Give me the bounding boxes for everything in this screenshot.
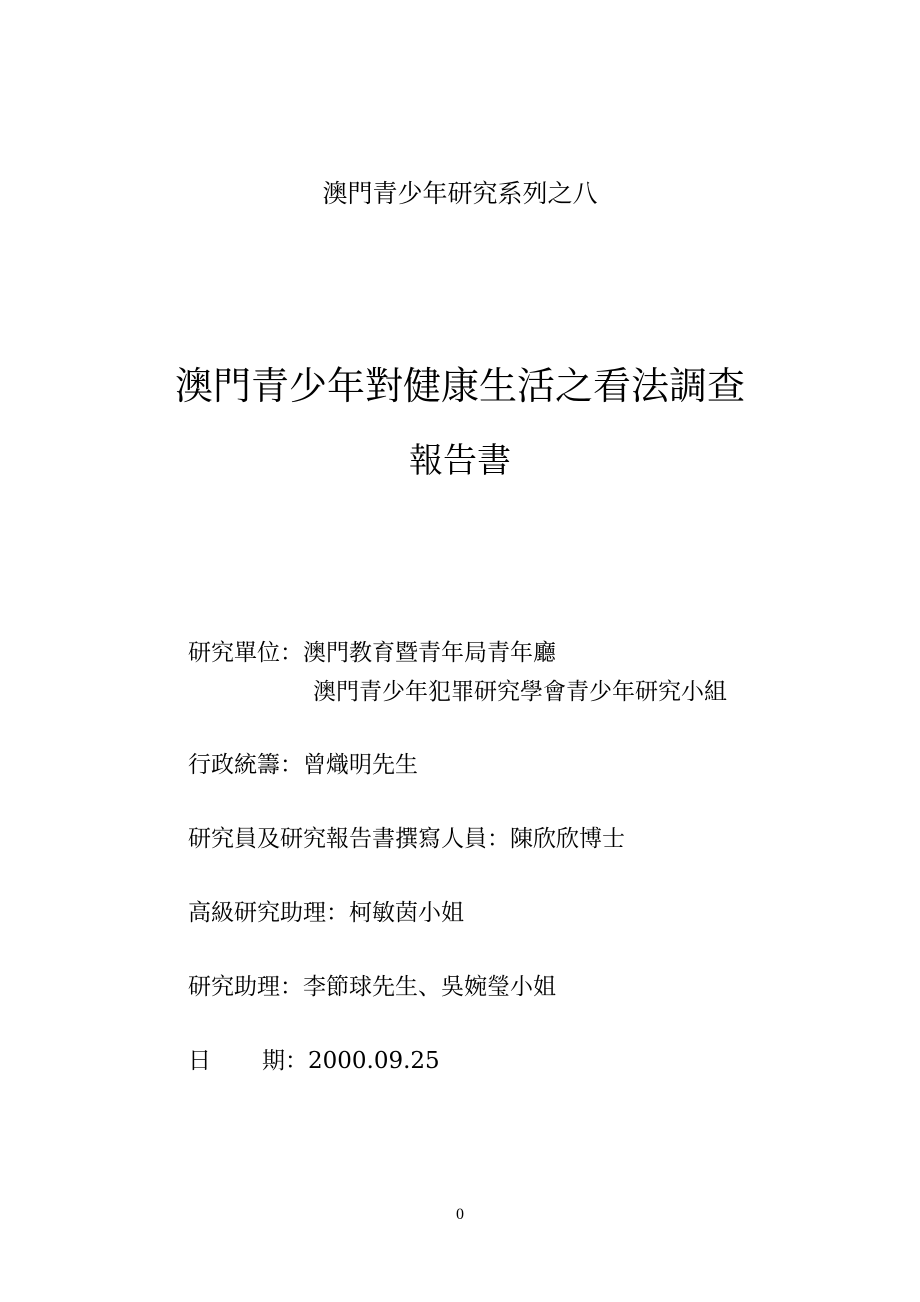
date-label-day: 日 [188, 1048, 211, 1074]
assistants-line [188, 971, 556, 1003]
senior-assistant-label: 高級研究助理： [188, 900, 349, 926]
page-number: 0 [456, 1206, 464, 1223]
senior-assistant-line [188, 897, 464, 929]
date-line [188, 1045, 440, 1077]
series-heading: 澳門青少年研究系列之八 [322, 179, 598, 208]
senior-assistant-value: 柯敏茵小姐 [349, 900, 464, 926]
admin-value: 曾熾明先生 [303, 752, 418, 778]
research-unit-value-1: 澳門教育暨青年局青年廳 [303, 640, 556, 666]
assistants-label: 研究助理： [188, 974, 303, 1000]
research-unit-value-2: 澳門青少年犯罪研究學會青少年研究小組 [313, 679, 727, 705]
admin-line [188, 749, 418, 781]
researcher-line [188, 823, 625, 855]
date-value: 2000.09.25 [308, 1048, 440, 1074]
assistants-value: 李節球先生、吳婉瑩小姐 [303, 974, 556, 1000]
researcher-label: 研究員及研究報告書撰寫人員： [188, 826, 510, 852]
admin-label: 行政統籌： [188, 752, 303, 778]
report-subtitle: 報告書 [409, 441, 511, 481]
report-title: 澳門青少年對健康生活之看法調查 [174, 364, 745, 408]
research-unit-label: 研究單位： [188, 640, 303, 666]
date-label-period: 期： [262, 1048, 308, 1074]
researcher-value: 陳欣欣博士 [510, 826, 625, 852]
research-unit-line [188, 637, 556, 669]
